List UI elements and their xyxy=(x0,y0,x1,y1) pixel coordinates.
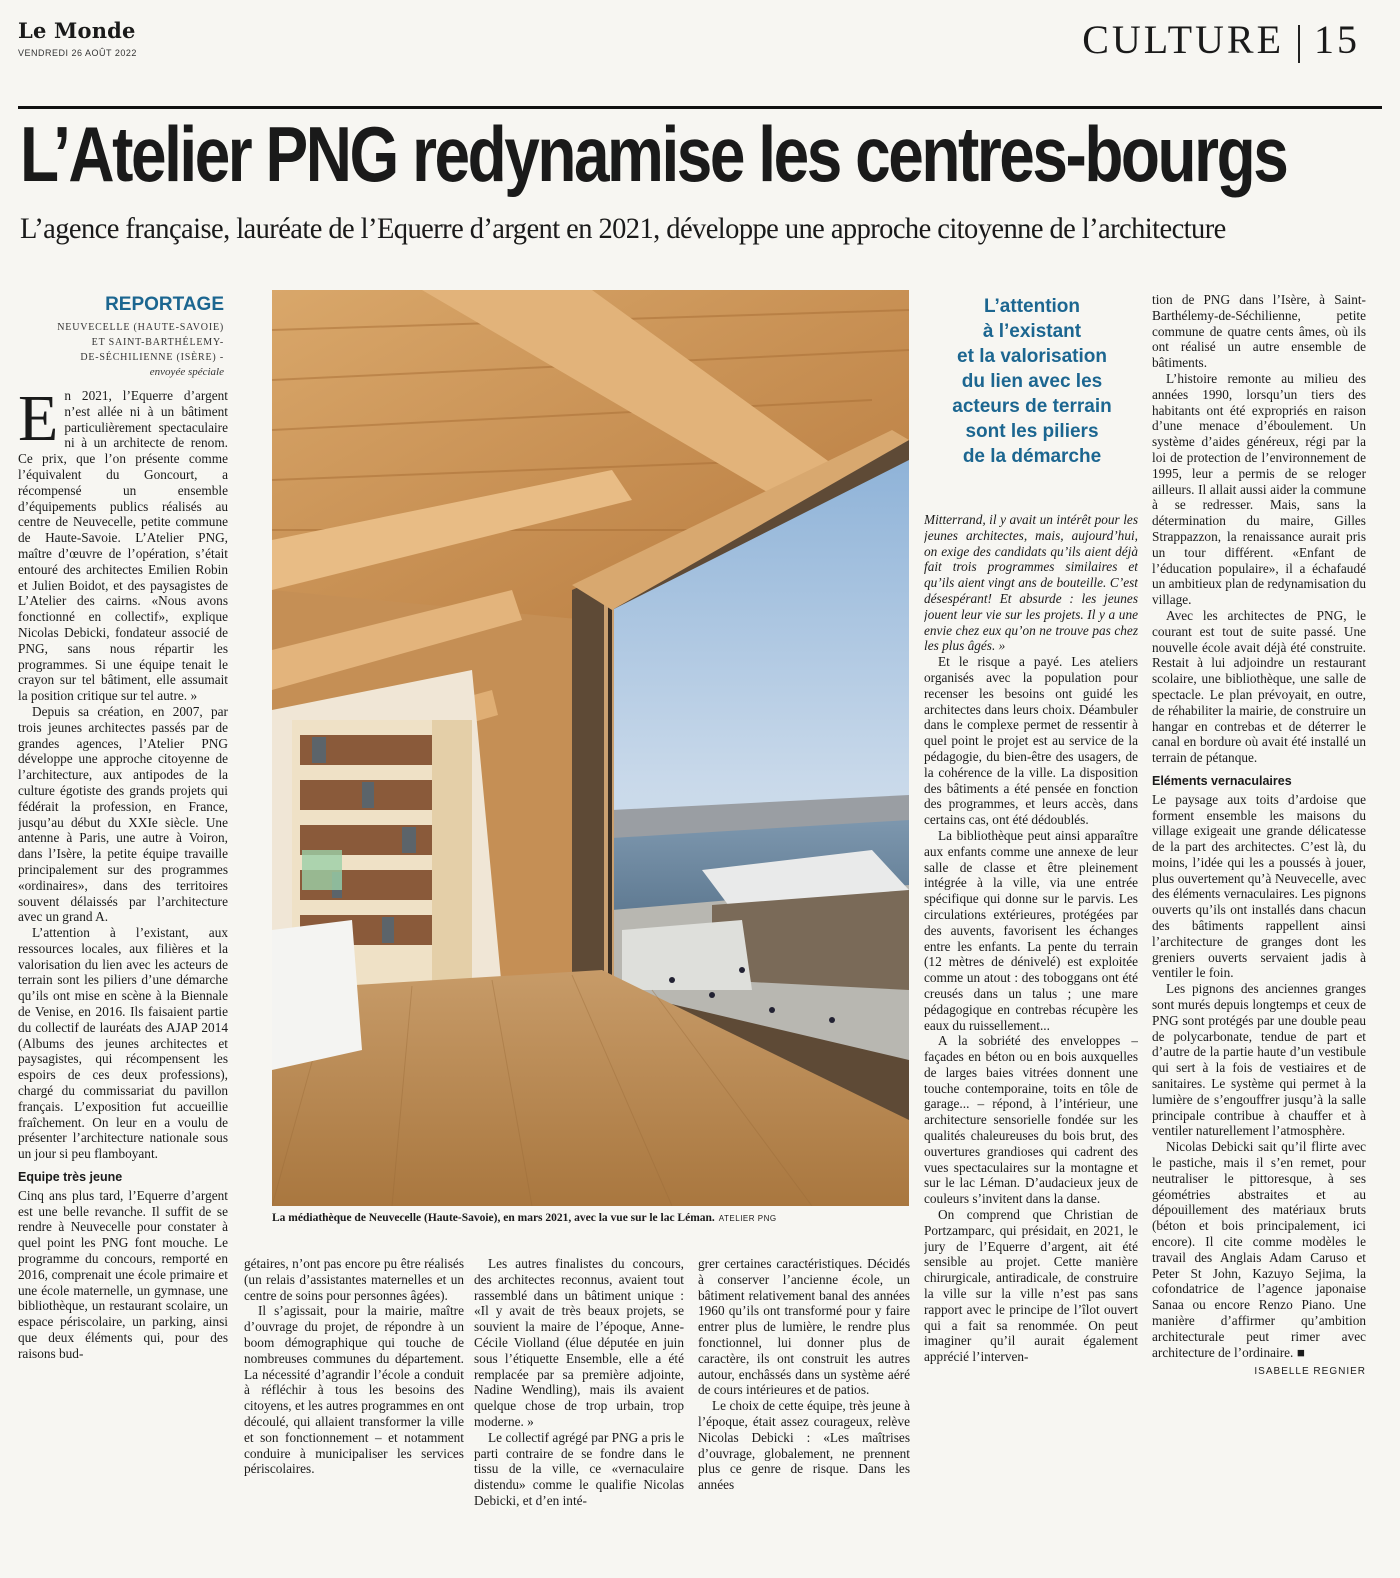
dateline-places xyxy=(22,320,224,380)
pull-quote-line: et la valorisation xyxy=(957,346,1107,367)
pull-quote-line: de la démarche xyxy=(962,446,1102,467)
paragraph: On comprend que Christian de Portzamparc, qui présidait, en 2021, le jury de l’Equerre d’argent, ait été sensible au projet. Cette manière chirurgicale, antiradicale, de construire la ville sur la ville n’est pas sans rapport avec le principe de l’îlot ouvert qui a fait sa renommée. On peut imaginer qu’il aurait également apprécié l’interven- xyxy=(924,1207,1138,1365)
article-headline: L’Atelier PNG redynamise les centres-bourgs xyxy=(20,110,1287,198)
section-name: CULTURE xyxy=(1082,17,1284,62)
pull-quote-line: L’attention xyxy=(983,296,1081,317)
paragraph: Avec les architectes de PNG, le courant est tout de suite passé. Une nouvelle école avait déjà été construite. Restait à lui adjoindre un restaurant scolaire, une bibliothèque, une salle de spectacle. Le plan prévoyait, en outre, de réhabiliter la mairie, de construire un hangar en contrebas et de déterrer le canal en bordure où avait été installé un terrain de pétanque. xyxy=(1152,607,1366,766)
paragraph: Les pignons des anciennes granges sont murés depuis longtemps et ceux de PNG sont protégés par une double peau de polycarbonate, tendue de part et d’autre de la partie haute d’un vestibule qui sert à la fois de vestiaires et de sanitaires. Le système qui permet à la lumière de s’engouffrer jusqu’à la salle principale contribue à chauffer et à ventiler naturellement l’atmosphère. xyxy=(1152,981,1366,1139)
intertitle: Equipe très jeune xyxy=(18,1170,123,1185)
paragraph: Le collectif agrégé par PNG a pris le parti contraire de se fondre dans le tissu de la ville, ce «vernaculaire distendu» comme le qualifie Nicolas Debicki, et d’en inté- xyxy=(474,1429,684,1508)
article-column-5 xyxy=(924,512,1138,1566)
paragraph: L’histoire remonte au milieu des années 1990, lorsqu’un tiers des habitants ont été expropriés en raison d’une menace d’éboulement. Un système d’aides généreux, régi par la loi de protection de l’environnement de 1995, leur a permis de se reloger ailleurs. Il allait aussi aider la commune à se redresser. Mais, sans la détermination du maire, Gilles Strappazzon, la renaissance aurait pris un tour différent. «Enfant de l’éducation populaire», il a échafaudé un ambitieux plan de redynamisation du village. xyxy=(1152,370,1366,608)
newspaper-masthead: Le Monde xyxy=(18,18,136,43)
paragraph: gétaires, n’ont pas encore pu être réalisés (un relais d’assistantes maternelles et un centre de soins pour personnes âgées). xyxy=(244,1256,464,1303)
section-divider xyxy=(1298,25,1300,63)
article-column-6 xyxy=(1152,292,1366,1568)
mediatheque-photo-illustration xyxy=(272,290,909,1206)
paragraph: Nicolas Debicki sait qu’il flirte avec le pastiche, mais il s’en remet, pour neutraliser le pittoresque, à ses géométries abstraites et au dépouillement des matériaux bruts (béton et bois principalement, ici encore). Il cite comme modèles le travail des Anglais Adam Caruso et Peter St John, Kazuyo Sejima, la cofondatrice de l’agence japonaise Sanaa ou encore Renzo Piano. Une manière d’affirmer qu’ambition architecturale peut rimer avec architecture de l’ordinaire. ■ xyxy=(1152,1139,1366,1360)
article-column-1 xyxy=(18,388,228,1568)
pull-quote-line: sont les piliers xyxy=(965,421,1099,442)
paragraph: Le paysage aux toits d’ardoise que forment ensemble les maisons du village exigeait une grande délicatesse de la part des architectes. C’est là, du moins, l’idée qui les a poussés à jouer, plus ouvertement qu’à Neuvecelle, avec des éléments vernaculaires. Les pignons ouverts qu’ils ont installés dans chacun des bâtiments rappellent ainsi l’architecture de granges dont les greniers ouverts servaient jadis à ventiler le foin. xyxy=(1152,791,1366,981)
paragraph: Mitterrand, il y avait un intérêt pour les jeunes architectes, mais, aujourd’hui, on exige des candidats qu’ils aient déjà fait trois programmes similaires et qu’ils aient vingt ans de bouteille. C’est désespérant! Et absurde : les jeunes jouent leur vie sur les projets. Il y a une envie chez eux qu’on ne trouve pas chez les plus âgés. » xyxy=(924,512,1138,654)
paragraph: Cinq ans plus tard, l’Equerre d’argent est une belle revanche. Il suffit de se rendre à Neuvecelle pour constater à quel point les PNG font mouche. Le programme du concours, remporté en 2016, comprenait une école primaire et une école maternelle, un gymnase, une bibliothèque, un restaurant scolaire, un espace périscolaire, un parking, ainsi que deux éléments qui, pour des raisons bud- xyxy=(18,1187,228,1361)
article-column-2 xyxy=(244,1256,464,1566)
paragraph: tion de PNG dans l’Isère, à Saint-Barthélemy-de-Séchilienne, petite commune de quatre cents âmes, où ils ont réalisé un autre ensemble de bâtiments. xyxy=(1152,292,1366,371)
place-line: ET SAINT-BARTHÉLEMY- xyxy=(91,337,224,348)
article-column-3 xyxy=(474,1256,684,1566)
article-subheadline: L’agence française, lauréate de l’Equerre d’argent en 2021, développe une approche citoyenne de l’architecture xyxy=(20,212,1226,245)
article-column-4 xyxy=(698,1256,910,1566)
issue-date: VENDREDI 26 AOÛT 2022 xyxy=(18,48,137,58)
paragraph: L’attention à l’existant, aux ressources locales, aux filières et la valorisation du lien avec les acteurs de terrain sont les piliers d’une démarche qu’ils ont mise en scène à la Biennale de Venise, en 2016. Ils faisaient partie du collectif de lauréats des AJAP 2014 (Albums des jeunes architectes et paysagistes, qui récompensent les espoirs de ces deux professions), chargé du commissariat du pavillon français. L’exposition fut accueillie fraîchement. On leur en a voulu de présenter l’architecture nationale sous un jour si peu flamboyant. xyxy=(18,925,228,1162)
byline-role: envoyée spéciale xyxy=(149,366,224,378)
paragraph: Il s’agissait, pour la mairie, maître d’ouvrage du projet, de répondre à un boom démographique qui touche de nombreuses communes du département. La nécessité d’agrandir l’école a conduit à réfléchir à tous les besoins des citoyens, et les autres programmes en ont découlé, qui allaient transformer la ville et son fonctionnement – et notamment conduire à municipaliser les services périscolaires. xyxy=(244,1303,464,1477)
paragraph: Depuis sa création, en 2007, par trois jeunes architectes passés par de grandes agences, l’Atelier PNG développe une approche citoyenne de l’architecture, aux antipodes de la culture égotiste des grands projets qui fédérait la profession, en France, jusqu’au début du XXIe siècle. Une antenne à Paris, une autre à Voiron, dans l’Isère, la petite équipe travaille principalement sur des programmes «ordinaires», dans des territoires souvent délaissés par l’architecture avec un grand A. xyxy=(18,703,228,925)
pull-quote-line: du lien avec les xyxy=(961,371,1103,392)
drop-cap: E xyxy=(18,388,59,455)
caption-text: La médiathèque de Neuvecelle (Haute-Savoie), en mars 2021, avec la vue sur le lac Léman. xyxy=(272,1212,715,1224)
place-line: DE-SÉCHILIENNE (ISÈRE) - xyxy=(80,352,224,363)
intertitle: Eléments vernaculaires xyxy=(1152,773,1292,788)
paragraph: A la sobriété des enveloppes – façades en béton ou en bois auxquelles de larges baies vitrées donnent une touche contemporaine, toits en tôle de garage... – répond, à l’intérieur, une architecture sensorielle fondée sur les qualités chaleureuses du bois brut, des ouvertures grandioses qui cadrent des vues spectaculaires sur la montagne et sur le lac Léman. D’audacieux jeux de couleurs s’invitent dans la danse. xyxy=(924,1033,1138,1207)
paragraph: grer certaines caractéristiques. Décidés à conserver l’ancienne école, un bâtiment relativement banal des années 1960 qu’ils ont transformé pour y faire entrer plus de lumière, le rendre plus fonctionnel, lui donner plus de caractère, ils ont construit les autres autour, enchâssés dans un système aéré de cours intérieures et de patios. xyxy=(698,1256,910,1398)
author-signature: ISABELLE REGNIER xyxy=(1254,1366,1366,1378)
photo-credit: ATELIER PNG xyxy=(718,1214,777,1223)
pull-quote-line: acteurs de terrain xyxy=(952,396,1112,417)
article-kicker: REPORTAGE xyxy=(105,294,224,315)
library-photo xyxy=(272,290,909,1206)
photo-caption xyxy=(272,1212,922,1224)
paragraph: Le choix de cette équipe, très jeune à l’époque, était assez courageux, relève Nicolas Debicki : «Les maîtrises d’ouvrage, globalement, ne prennent plus ce genre de risque. Dans les années xyxy=(698,1398,910,1493)
header-rule xyxy=(18,106,1382,109)
paragraph: La bibliothèque peut ainsi apparaître aux enfants comme une annexe de leur salle de classe et être pleinement intégrée à la ville, via une entrée spécifique qui donne sur le parvis. Les circulations extérieures, protégées par des auvents, favorisent les échanges entre les enfants. La pente du terrain (12 mètres de dénivelé) est exploitée comme un atout : des toboggans ont été creusés dans un talus ; une mare pédagogique en contrebas récupère les eaux du ruissellement... xyxy=(924,827,1138,1033)
place-line: NEUVECELLE (HAUTE-SAVOIE) xyxy=(57,322,224,333)
paragraph: Et le risque a payé. Les ateliers organisés avec la population pour recenser les besoins ont guidé les architectes dans leurs choix. Déambuler dans le complexe permet de ressentir à quel point le projet est au service de la pédagogie, du bien-être des usagers, de la cohérence de la ville. La disposition des bâtiments a été pensée en fonction des programmes, et leurs accès, dans certains cas, ont été dédoublés. xyxy=(924,654,1138,828)
paragraph: Les autres finalistes du concours, des architectes reconnus, avaient tout rassemblé dans un bâtiment unique : «Il y avait de très beaux projets, se souvient la maire de l’époque, Anne-Cécile Violland (élue députée en juin sous l’étiquette Ensemble, elle a été remplacée par sa première adjointe, Nadine Wendling), mais ils avaient quelque chose de trop urbain, trop moderne. » xyxy=(474,1256,684,1429)
page-number: 15 xyxy=(1314,17,1360,62)
pull-quote-line: à l’existant xyxy=(982,321,1082,342)
paragraph: En 2021, l’Equerre d’argent n’est allée ni à un bâtiment particulièrement spectaculaire ni à un architecte de renom. Ce prix, que l’on présente comme l’équivalent du Goncourt, a récompensé un ensemble d’équipements publics réalisés au centre de Neuvecelle, petite commune de Haute-Savoie. L’Atelier PNG, maître d’œuvre de l’opération, s’était entouré des architectes Emilien Robin et Julien Boidot, et des paysagistes de L’Atelier des cairns. «Nous avons fonctionné en collectif», explique Nicolas Debicki, fondateur associé de PNG, sans nous répartir les programmes. Si une équipe tenait le crayon sur tel bâtiment, elle assumait la position critique sur tel autre. » xyxy=(18,388,228,704)
pull-quote xyxy=(925,294,1139,469)
section-header xyxy=(1082,16,1360,63)
